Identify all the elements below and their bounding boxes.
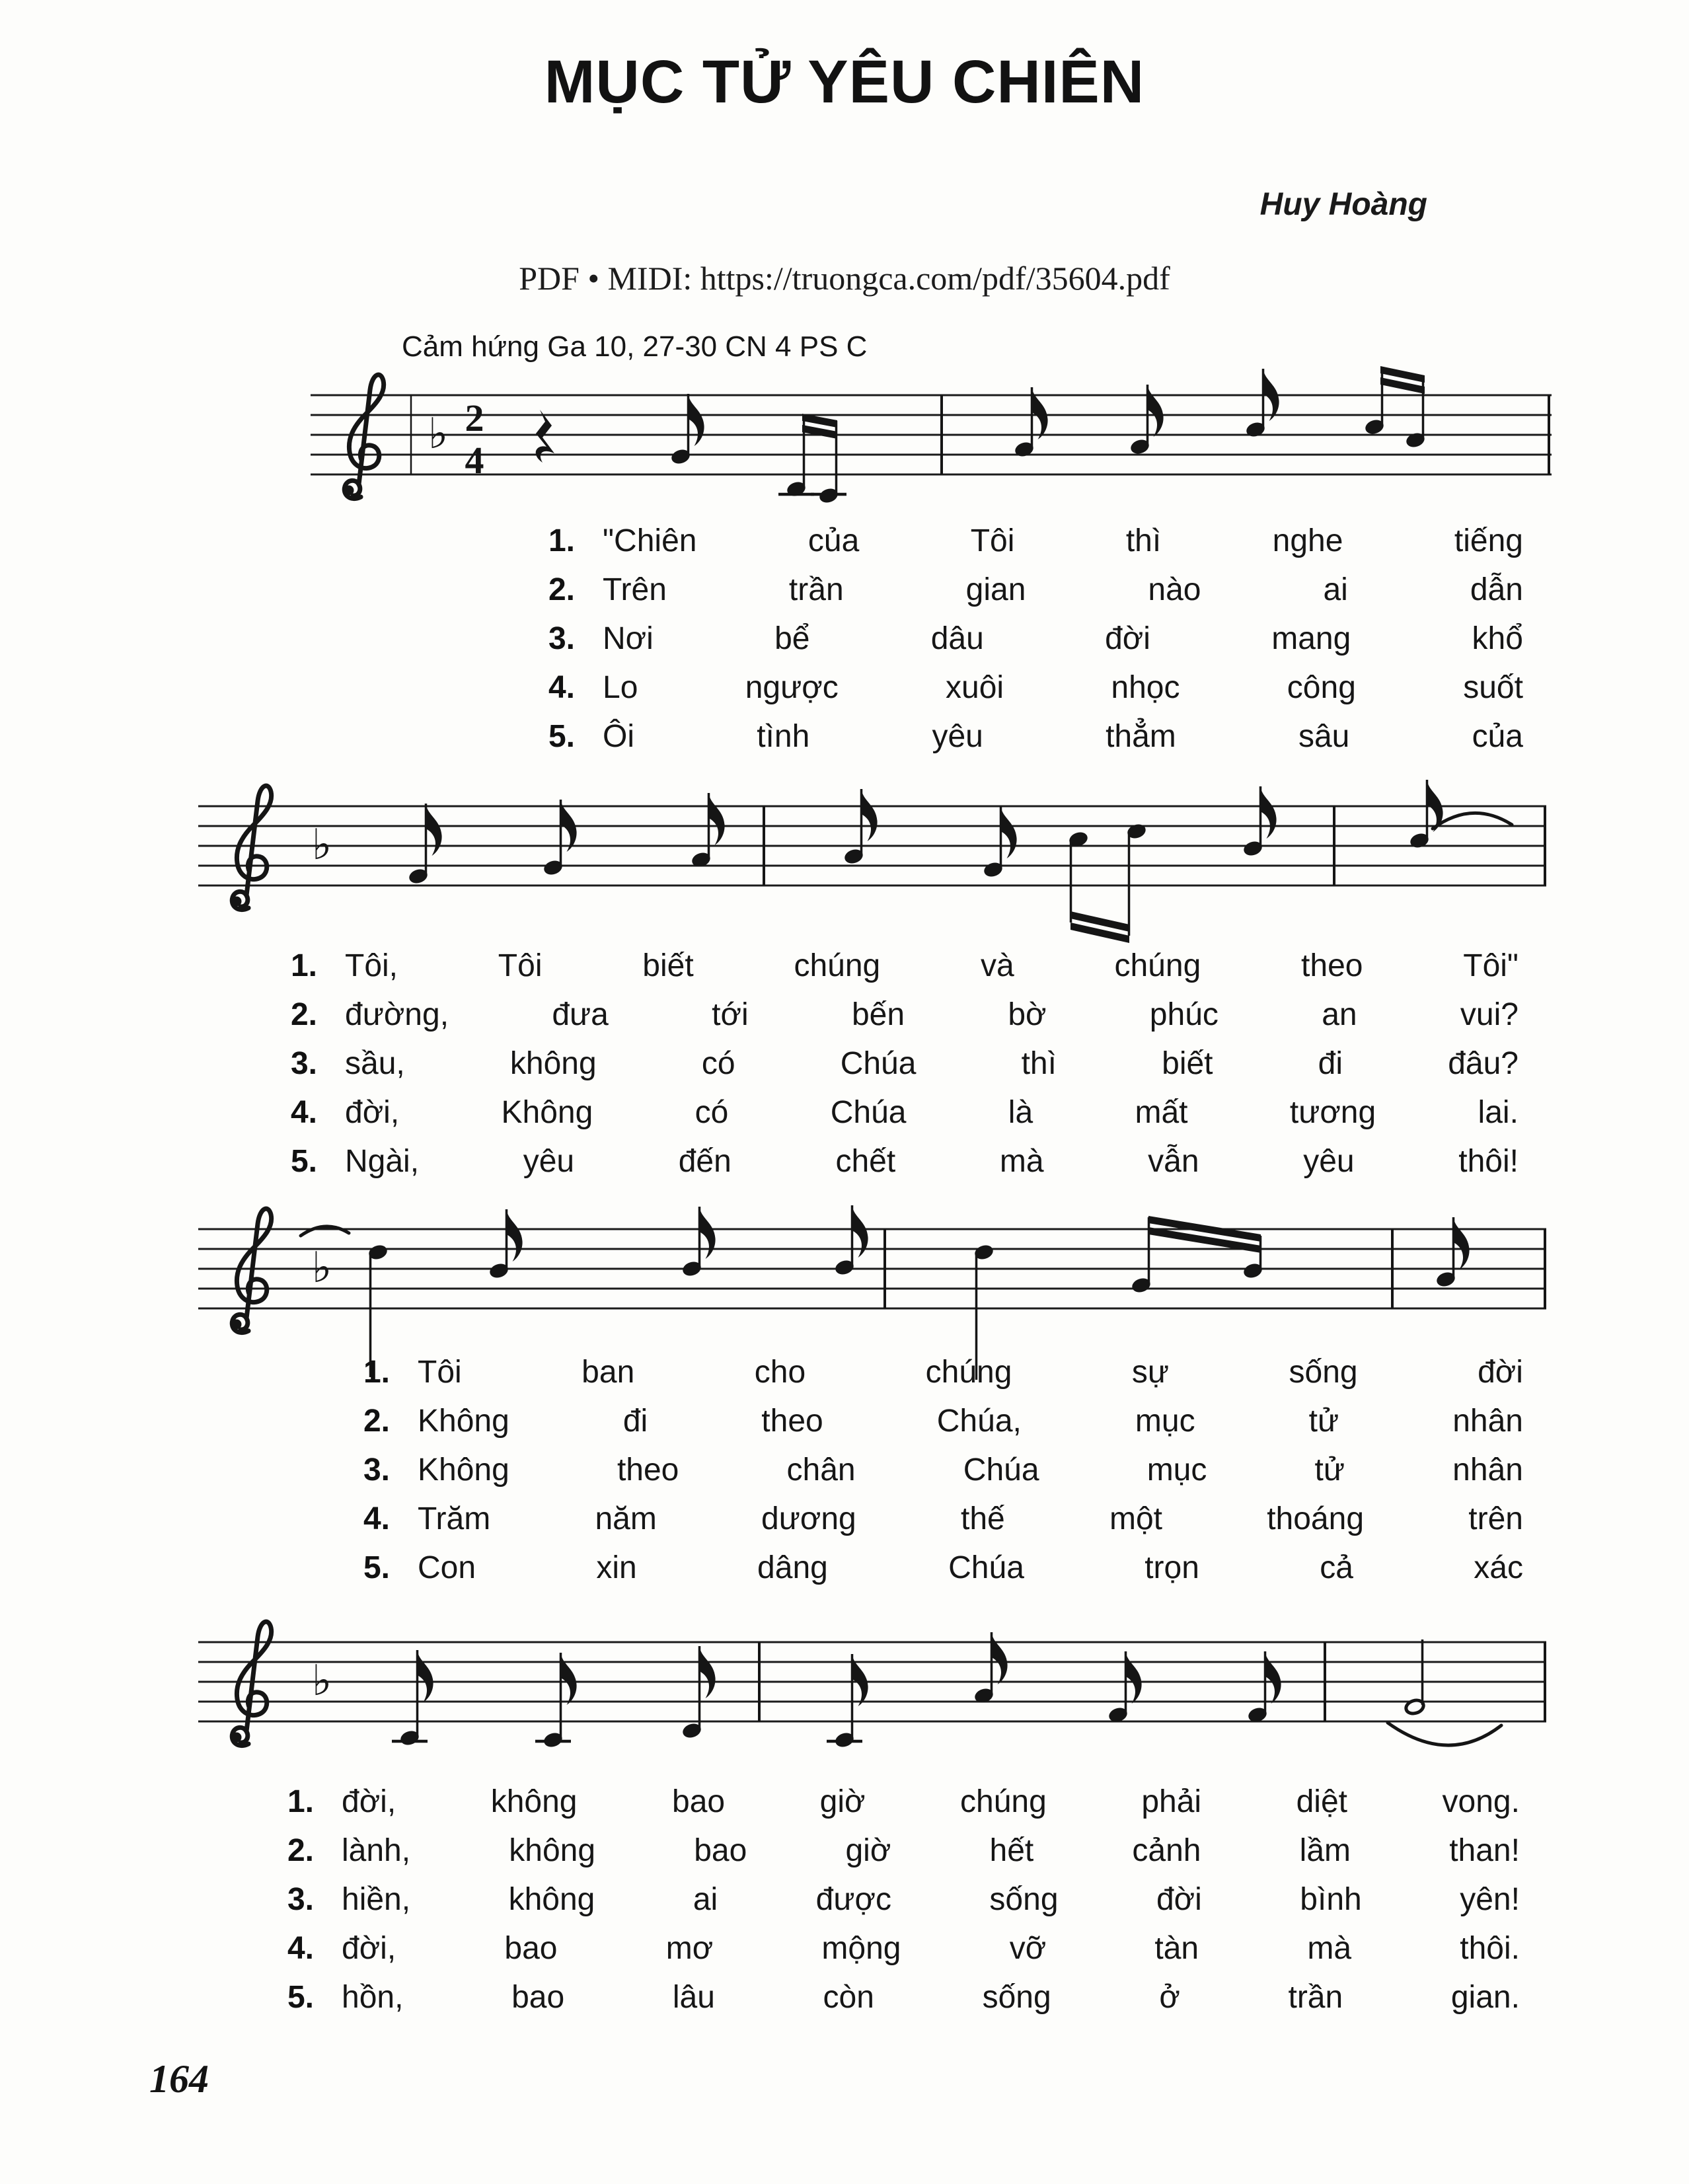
lyric-word: giờ	[819, 1784, 866, 1819]
lyric-word: không	[490, 1784, 578, 1819]
lyric-word: mà	[1307, 1931, 1352, 1966]
page-title: MỤC TỬ YÊU CHIÊN	[544, 48, 1145, 116]
treble-clef-icon	[344, 375, 384, 499]
lyric-word: mang	[1271, 621, 1351, 656]
lyric-word: đời	[1105, 621, 1150, 656]
lyric-word: suốt	[1463, 670, 1523, 705]
eighth-flag-icon	[1148, 385, 1164, 437]
lyric-word: yêu	[523, 1144, 575, 1179]
lyric-word: Chúa	[840, 1046, 917, 1081]
lyric-word: hiền,	[342, 1882, 411, 1917]
lyric-word: gian.	[1450, 1980, 1520, 2015]
lyric-word: lai.	[1478, 1095, 1519, 1130]
eighth-flag-icon	[700, 1207, 716, 1259]
lyric-word: tử	[1308, 1404, 1339, 1439]
lyric-word: xuôi	[946, 670, 1004, 705]
time-signature: 4	[465, 439, 484, 482]
eighth-flag-icon	[1454, 1217, 1470, 1269]
lyric-word: Tôi	[418, 1355, 462, 1390]
eighth-flag-icon	[426, 804, 442, 856]
eighth-flag-icon	[1001, 806, 1017, 858]
tie-arc-icon	[301, 1226, 349, 1236]
lyric-word: mục	[1135, 1404, 1195, 1439]
lyric-word: bao	[504, 1931, 558, 1966]
verse-block-1	[522, 517, 1523, 761]
time-signature: 2	[465, 396, 484, 439]
eighth-flag-icon	[992, 1632, 1008, 1684]
lyric-word: chúng	[1114, 948, 1201, 983]
lyric-word: bờ	[1008, 997, 1047, 1032]
verse-line	[522, 517, 1523, 566]
eighth-flag-icon	[1263, 369, 1279, 421]
lyric-word: phúc	[1149, 997, 1219, 1032]
lyric-word: xác	[1474, 1550, 1523, 1585]
verse-number: 1.	[363, 1355, 390, 1390]
lyric-word: không	[509, 1833, 596, 1868]
lyric-word: tương	[1289, 1095, 1376, 1130]
lyric-word: khổ	[1472, 621, 1523, 656]
verse-number: 4.	[290, 1095, 317, 1130]
lyric-word: nhân	[1452, 1452, 1523, 1487]
verse-block-2	[264, 942, 1519, 1186]
verse-block-4	[261, 1778, 1520, 2022]
lyric-word: đời	[1156, 1882, 1202, 1917]
verse-line	[522, 712, 1523, 761]
lyric-word: Không	[501, 1095, 593, 1130]
verse-number: 3.	[287, 1882, 314, 1917]
lyric-word: Không	[418, 1404, 509, 1439]
lyric-word: cho	[754, 1355, 806, 1390]
lyric-word: chúng	[925, 1355, 1012, 1390]
lyric-word: lành,	[342, 1833, 411, 1868]
flat-sign-icon: ♭	[312, 1657, 332, 1706]
lyric-word: một	[1109, 1501, 1162, 1536]
lyric-word: mất	[1135, 1095, 1188, 1130]
lyric-word: đời,	[345, 1095, 400, 1130]
lyric-word: đi	[1318, 1046, 1343, 1081]
pdf-midi-link-line: PDF • MIDI: https://truongca.com/pdf/35604.pdf	[519, 260, 1170, 297]
lyric-word: thẳm	[1106, 719, 1176, 754]
verse-line	[261, 1826, 1520, 1875]
lyric-word: Ngài,	[345, 1144, 420, 1179]
verse-line	[522, 566, 1523, 615]
verse-number: 2.	[290, 997, 317, 1032]
verse-line	[522, 663, 1523, 712]
treble-clef-icon	[232, 786, 272, 910]
lyric-word: và	[981, 948, 1014, 983]
music-stave-2	[198, 760, 1546, 958]
lyric-word: Không	[418, 1452, 509, 1487]
lyric-word: Con	[418, 1550, 476, 1585]
verse-number: 2.	[548, 572, 575, 607]
eighth-flag-icon	[561, 1653, 577, 1705]
lyric-word: đi	[622, 1404, 648, 1439]
lyric-word: Trăm	[418, 1501, 491, 1536]
treble-clef-icon	[232, 1209, 272, 1333]
lyric-word: lầm	[1299, 1833, 1351, 1868]
lyric-word: Tôi"	[1463, 948, 1519, 983]
verse-number: 1.	[548, 523, 575, 558]
lyric-word: nghe	[1272, 523, 1343, 558]
lyric-word: thì	[1021, 1046, 1057, 1081]
lyric-word: hết	[989, 1833, 1034, 1868]
lyric-word: ban	[582, 1355, 635, 1390]
verse-line	[522, 615, 1523, 663]
lyric-word: sự	[1131, 1355, 1170, 1390]
eighth-flag-icon	[561, 800, 577, 852]
lyric-word: cả	[1320, 1550, 1353, 1585]
lyric-word: chết	[835, 1144, 896, 1179]
lyric-word: ai	[1323, 572, 1348, 607]
flat-sign-icon: ♭	[312, 1244, 332, 1293]
verse-number: 3.	[363, 1452, 390, 1487]
lyric-word: sâu	[1298, 719, 1350, 754]
lyric-word: gian	[965, 572, 1026, 607]
lyric-word: của	[1472, 719, 1523, 754]
lyric-word: Chúa	[963, 1452, 1039, 1487]
verse-number: 2.	[287, 1833, 314, 1868]
lyric-word: công	[1287, 670, 1356, 705]
lyric-word: giờ	[845, 1833, 891, 1868]
lyric-word: ngược	[745, 670, 839, 705]
lyric-word: nhân	[1452, 1404, 1523, 1439]
lyric-word: phải	[1141, 1784, 1202, 1819]
lyric-word: theo	[617, 1452, 679, 1487]
lyric-word: trần	[788, 572, 844, 607]
lyric-word: trần	[1288, 1980, 1343, 2015]
verse-number: 3.	[290, 1046, 317, 1081]
eighth-flag-icon	[507, 1209, 523, 1261]
lyric-word: trên	[1468, 1501, 1523, 1536]
lyric-word: mộng	[821, 1931, 901, 1966]
lyric-word: bể	[774, 621, 810, 656]
lyric-word: sầu,	[345, 1046, 405, 1081]
inspiration-line: Cảm hứng Ga 10, 27-30 CN 4 PS C	[402, 330, 868, 363]
verse-line	[264, 1137, 1519, 1186]
lyric-word: bao	[511, 1980, 565, 2015]
lyric-word: ở	[1159, 1980, 1180, 2015]
verse-line	[261, 1778, 1520, 1826]
eighth-flag-icon	[862, 789, 878, 841]
lyric-word: bao	[672, 1784, 726, 1819]
lyric-word: vỡ	[1009, 1931, 1047, 1966]
verse-block-3	[337, 1348, 1523, 1593]
eighth-flag-icon	[418, 1650, 433, 1702]
lyric-word: không	[508, 1882, 595, 1917]
verse-number: 1.	[287, 1784, 314, 1819]
lyric-word: dâu	[930, 621, 984, 656]
lyric-word: mơ	[665, 1931, 714, 1966]
verse-line	[264, 991, 1519, 1039]
lyric-word: vẫn	[1148, 1144, 1199, 1179]
verse-line	[264, 1039, 1519, 1088]
verse-line	[261, 1973, 1520, 2022]
lyric-word: vui?	[1460, 997, 1519, 1032]
lyric-word: bình	[1300, 1882, 1362, 1917]
verse-line	[337, 1348, 1523, 1397]
lyric-word: đời	[1478, 1355, 1523, 1390]
lyric-word: thì	[1125, 523, 1162, 558]
lyric-word: an	[1322, 997, 1357, 1032]
lyric-word: đến	[678, 1144, 732, 1179]
eighth-flag-icon	[700, 1646, 716, 1698]
verse-number: 4.	[548, 670, 575, 705]
lyric-word: bến	[851, 997, 905, 1032]
lyric-word: Chúa	[948, 1550, 1024, 1585]
page-number: 164	[149, 2057, 209, 2101]
tie-arc-icon	[1388, 1723, 1501, 1745]
treble-clef-icon	[232, 1622, 272, 1746]
lyric-word: của	[807, 523, 860, 558]
lyric-word: mục	[1146, 1452, 1207, 1487]
lyric-word: theo	[761, 1404, 823, 1439]
lyric-word: đường,	[345, 997, 449, 1032]
lyric-word: Nơi	[603, 621, 654, 656]
lyric-word: biết	[1162, 1046, 1213, 1081]
lyric-word: đưa	[552, 997, 609, 1032]
verse-number: 5.	[548, 719, 575, 754]
lyric-word: than!	[1449, 1833, 1520, 1868]
verse-number: 1.	[290, 948, 317, 983]
eighth-flag-icon	[689, 394, 704, 446]
lyric-word: Chúa,	[936, 1404, 1022, 1439]
lyric-word: xin	[596, 1550, 637, 1585]
lyric-word: ai	[693, 1882, 718, 1917]
lyric-word: có	[701, 1046, 735, 1081]
lyric-word: thôi.	[1460, 1931, 1520, 1966]
lyric-word: yêu	[1303, 1144, 1355, 1179]
lyric-word: đâu?	[1448, 1046, 1519, 1081]
verse-number: 5.	[287, 1980, 314, 2015]
music-stave-1	[311, 349, 1552, 537]
lyric-word: dẫn	[1470, 572, 1523, 607]
verse-number: 5.	[363, 1550, 390, 1585]
lyric-word: vong.	[1442, 1784, 1520, 1819]
lyric-word: Trên	[603, 572, 667, 607]
verse-line	[337, 1544, 1523, 1593]
composer-name: Huy Hoàng	[1259, 187, 1427, 222]
lyric-word: tử	[1314, 1452, 1345, 1487]
lyric-word: hồn,	[342, 1980, 404, 2015]
lyric-word: dương	[761, 1501, 856, 1536]
lyric-word: chúng	[960, 1784, 1047, 1819]
lyric-word: tàn	[1154, 1931, 1199, 1966]
flat-sign-icon: ♭	[428, 410, 449, 459]
lyric-word: Ôi	[603, 719, 634, 754]
verse-line	[264, 1088, 1519, 1137]
lyric-word: không	[509, 1046, 597, 1081]
lyric-word: Tôi	[498, 948, 543, 983]
lyric-word: thôi!	[1458, 1144, 1519, 1179]
lyric-word: tới	[712, 997, 749, 1032]
verse-line	[337, 1495, 1523, 1544]
lyric-word: Tôi,	[345, 948, 398, 983]
lyric-word: đời,	[342, 1784, 396, 1819]
lyric-word: lâu	[672, 1980, 715, 2015]
lyric-word: thoáng	[1267, 1501, 1365, 1536]
eighth-flag-icon	[1126, 1651, 1142, 1704]
lyric-word: mà	[999, 1144, 1044, 1179]
lyric-word: trọn	[1145, 1550, 1199, 1585]
lyric-word: được	[815, 1882, 891, 1917]
lyric-word: biết	[642, 948, 694, 983]
verse-line	[261, 1875, 1520, 1924]
verse-line	[337, 1446, 1523, 1495]
lyric-word: "Chiên	[603, 523, 697, 558]
lyric-word: sống	[1289, 1355, 1358, 1390]
lyric-word: tình	[757, 719, 810, 754]
lyric-word: theo	[1301, 948, 1363, 983]
verse-line	[337, 1397, 1523, 1446]
lyric-word: chân	[786, 1452, 856, 1487]
lyric-word: nào	[1148, 572, 1201, 607]
flat-sign-icon: ♭	[312, 821, 332, 870]
lyric-word: yêu	[932, 719, 983, 754]
lyric-word: Chúa	[830, 1095, 907, 1130]
lyric-word: Tôi	[970, 523, 1015, 558]
verse-number: 5.	[290, 1144, 317, 1179]
verse-number: 3.	[548, 621, 575, 656]
music-stave-4	[198, 1596, 1546, 1801]
lyric-word: dâng	[757, 1550, 828, 1585]
lyric-word: là	[1008, 1095, 1033, 1130]
lyric-word: diệt	[1296, 1784, 1347, 1819]
verse-number: 4.	[363, 1501, 390, 1536]
verse-line	[264, 942, 1519, 991]
lyric-word: bao	[694, 1833, 747, 1868]
lyric-word: sống	[982, 1980, 1051, 2015]
verse-number: 4.	[287, 1931, 314, 1966]
lyric-word: còn	[823, 1980, 874, 2015]
lyric-word: Lo	[603, 670, 638, 705]
lyric-word: đời,	[342, 1931, 396, 1966]
lyric-word: thế	[960, 1501, 1005, 1536]
lyric-word: nhọc	[1111, 670, 1180, 705]
eighth-flag-icon	[1265, 1651, 1281, 1704]
eighth-flag-icon	[1261, 786, 1277, 839]
verse-line	[261, 1924, 1520, 1973]
lyric-word: tiếng	[1454, 523, 1523, 558]
verse-number: 2.	[363, 1404, 390, 1439]
lyric-word: cảnh	[1132, 1833, 1201, 1868]
lyric-word: sống	[989, 1882, 1059, 1917]
lyric-word: có	[694, 1095, 729, 1130]
lyric-word: năm	[595, 1501, 657, 1536]
lyric-word: chúng	[794, 948, 881, 983]
eighth-flag-icon	[709, 793, 725, 845]
lyric-word: yên!	[1460, 1882, 1520, 1917]
